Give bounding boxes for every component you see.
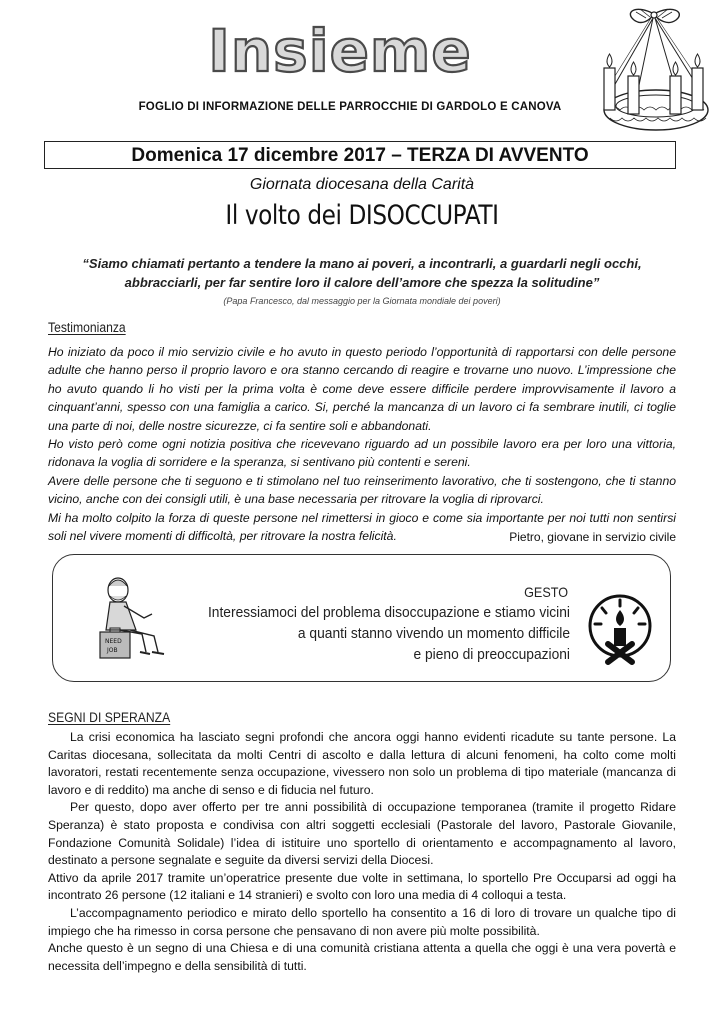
- gesto-line-1: Interessiamoci del problema disoccupazione e stiamo vicini: [207, 604, 571, 621]
- testimony-body: [48, 343, 676, 545]
- speranza-paragraph: La crisi economica ha lasciato segni profondi che ancora oggi hanno evidenti ricadute su tante persone. La Caritas diocesana, sollecitata da molti Centri di ascolto e dalla lettura di alcuni fenomeni, ha colto come molti lavoratori, restati recentemente senza occupazione, vivessero non solo un problema di tipo materiale (mancanza di lavoro e di reddito) ma anche di senso e di fiducia nel futuro.: [48, 730, 676, 797]
- testimony-paragraph: Ho iniziato da poco il mio servizio civile e ho avuto in questo periodo l’opportunità di rapportarsi con delle persone adulte che hanno perso il proprio lavoro e ora stanno cercando di reagire e trovarne uno nuovo. L’impressione che ho avuto quando li ho visti per la prima volta è come deve essere difficile perdere improvvisamente il lavoro a cinquant’anni, spesso con una famiglia a carico. Si, perché la mancanza di un lavoro ci fa sembrare inutili, ci toglie una parte di noi, delle nostre sicurezze, ci fa sentire soli e abbandonati.: [48, 345, 676, 433]
- testimony-heading: Testimonianza: [48, 320, 126, 335]
- gesto-text: [174, 602, 570, 665]
- testimony-signature: Pietro, giovane in servizio civile: [509, 530, 676, 544]
- gesto-label: GESTO: [524, 584, 568, 600]
- quote-line-1: “Siamo chiamati pertanto a tendere la mano ai poveri, a incontrarli, a guardarli negli occhi,: [82, 256, 642, 271]
- date-banner: Domenica 17 dicembre 2017 – TERZA DI AVVENTO: [44, 141, 676, 169]
- pope-quote: [60, 254, 664, 292]
- testimony-paragraph: Mi ha molto colpito la forza di queste persone nel rimettersi in gioco e come sia importante per noi tutti non sentirsi soli nel vivere momenti di difficoltà, per ritrovare la nostra felicità.: [48, 510, 676, 544]
- masthead-title: Insieme: [208, 17, 472, 85]
- quote-source: (Papa Francesco, dal messaggio per la Giornata mondiale dei poveri): [223, 296, 501, 306]
- masthead-subtitle: FOGLIO DI INFORMAZIONE DELLE PARROCCHIE DI GARDOLO E CANOVA: [138, 101, 562, 113]
- sign-text-need: NEED: [105, 638, 122, 645]
- quote-line-2: abbracciarli, per far sentire loro il calore dell’amore che spezza la solitudine”: [124, 275, 600, 290]
- speranza-paragraph: L’accompagnamento periodico e mirato dello sportello ha consentito a 16 di loro di trovare un qualche tipo di impiego che ha rimesso in corsa persone che pensavano di non avere più molte possibilità.: [48, 905, 676, 938]
- speranza-paragraph: Attivo da aprile 2017 tramite un’operatrice presente due volte in settimana, lo sportello Pre Occuparsi ad oggi ha incontrato 26 persone (12 italiani e 14 stranieri) e svolto con loro una media di 4 colloqui a testa.: [48, 870, 676, 903]
- speranza-body: [48, 729, 676, 975]
- speranza-paragraph: Per questo, dopo aver offerto per tre anni possibilità di occupazione temporanea (tramite il progetto Ridare Speranza) è stato proposta e condivisa con altri soggetti ecclesiali (Pastorale del lavoro, Pastorale Giovanile, Fondazione Comunità Solidale) l’idea di istituire uno sportello di orientamento e accompagnamento al lavoro, destinato a persone segnalate e seguite da diversi servizi della Diocesi.: [48, 800, 676, 868]
- sign-text-job: JOB: [107, 647, 118, 654]
- day-subtitle: Giornata diocesana della Carità: [249, 176, 475, 193]
- speranza-paragraph: Anche questo è un segno di una Chiesa e di una comunità cristiana attenta a quella che oggi è una vera povertà e necessita dell’impegno e della sensibilità di tutti.: [48, 941, 676, 973]
- headline: Il volto dei DISOCCUPATI: [225, 200, 499, 231]
- advent-candle-logo-icon: [586, 590, 654, 666]
- testimony-paragraph: Avere delle persone che ti seguono e ti stimolano nel tuo reinserimento lavorativo, che ti sostengono, che ti stanno vicino, anche con dei consigli utili, è una base necessaria per ritrovare la voglia di riprovarci.: [48, 473, 676, 507]
- gesto-line-2: a quanti stanno vivendo un momento difficile: [297, 625, 570, 642]
- testimony-paragraph: Ho visto però come ogni notizia positiva che ricevevano riguardo ad un possibile lavoro era per loro una vittoria, ridonava la voglia di sorridere e la speranza, si sentivano più contenti e sereni.: [48, 437, 676, 470]
- unemployed-man-illustration: [96, 572, 176, 664]
- speranza-heading: SEGNI DI SPERANZA: [48, 710, 171, 725]
- gesto-line-3: e pieno di preoccupazioni: [413, 646, 570, 663]
- advent-wreath-icon: [596, 6, 714, 138]
